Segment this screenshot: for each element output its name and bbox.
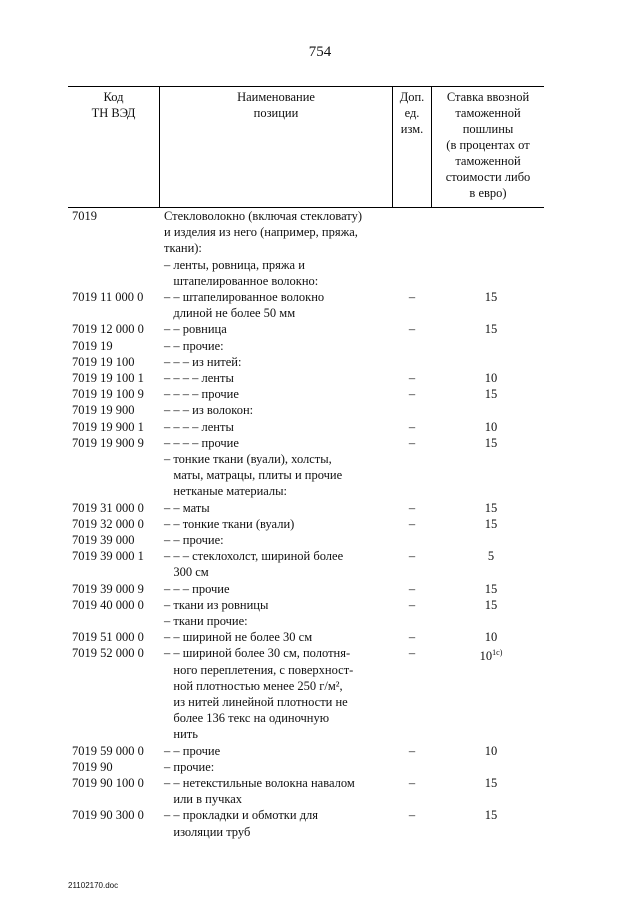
row-code: 7019 19 900 [72,403,135,418]
row-rate: 5 [487,549,495,564]
row-name: – – тонкие ткани (вуали) [164,516,295,531]
row-name: – – – из волокон: [164,403,254,418]
row-rate: 15 [484,776,498,790]
header-code: Код ТН ВЭД [91,90,136,120]
row-name: – – – прочие [164,581,230,596]
row-unit: – [408,776,416,790]
row-code: 7019 90 [72,759,113,774]
row-name: – ткани прочие: [164,614,248,628]
row-name: – – прочие [164,743,221,758]
row-name: – – нетекстильные волокна навалом или в пучках [164,776,355,807]
row-rate: 10 [484,371,498,385]
row-unit: – [408,743,416,758]
row-name: – – штапелированное волокно длиной не более 50 мм [164,290,325,321]
row-code: 7019 19 100 9 [72,387,144,402]
row-name: – прочие: [164,759,215,774]
row-name: – – – из нитей: [164,354,242,369]
row-rate: 10 [484,419,498,434]
row-code: 7019 52 000 0 [72,646,144,661]
row-name: – тонкие ткани (вуали), холсты, маты, матрацы, плиты и прочие нетканые материалы: [164,452,343,499]
row-code: 7019 19 100 1 [72,371,144,385]
row-name: Стекловолокно (включая стекловату) и изделия из него (например, пряжа, ткани): [164,209,363,256]
row-rate: 15 [484,500,498,515]
row-code: 7019 31 000 0 [72,500,144,515]
row-name: – – шириной более 30 см, полотня- ного переплетения, с поверхност- ной плотностью менее 250 г/м², из нитей линейной плотности не более 136 текс на одиночную нить [164,646,354,742]
row-code: 7019 19 900 1 [72,419,144,434]
row-name: – ткани из ровницы [164,597,269,612]
row-code: 7019 39 000 1 [72,549,144,564]
header-rate: Ставка ввозной таможенной пошлины (в процентах от таможенной стоимости либо в евро) [445,90,531,200]
row-name: – ленты, ровница, пряжа и штапелированное волокно: [164,257,319,288]
row-rate: 15 [484,435,498,450]
header-name: Наименование позиции [237,90,315,120]
row-unit: – [408,549,416,564]
row-unit: – [408,808,416,823]
row-rate: 10 [484,630,498,645]
row-code: 7019 19 100 [72,354,135,369]
row-rate: $10^{1с)}$ [479,648,503,664]
row-rate: 15 [484,808,498,823]
row-code: 7019 32 000 0 [72,516,144,531]
row-code: 7019 59 000 0 [72,743,144,758]
row-unit: – [408,516,416,531]
row-name: – – маты [164,500,210,515]
footer-filename: 21102170.doc [68,881,119,890]
row-code: 7019 39 000 [72,533,135,547]
row-name: – – – – ленты [164,371,234,385]
row-unit: – [408,581,416,596]
row-name: – – – – прочие [164,387,239,402]
row-rate: 15 [484,581,498,596]
row-rate: 15 [484,387,498,402]
row-unit: – [408,646,416,661]
row-name: – – – – прочие [164,435,239,450]
row-rate: 15 [484,516,498,531]
row-code: 7019 12 000 0 [72,322,144,337]
row-unit: – [408,290,416,304]
row-code: 7019 90 100 0 [72,776,144,790]
row-rate: 15 [484,290,498,304]
page-number: 754 [308,44,332,60]
row-rate: 15 [484,597,498,612]
row-code: 7019 51 000 0 [72,630,144,645]
row-unit: – [408,435,416,450]
row-name: – – прокладки и обмотки для изоляции труб [164,808,319,839]
row-name: – – ровница [164,322,227,337]
row-unit: – [408,500,416,515]
row-code: 7019 40 000 0 [72,597,144,612]
table-top-rule [68,86,544,87]
row-code: 7019 [72,209,97,223]
row-rate: 15 [484,322,498,337]
row-name: – – – – ленты [164,419,234,434]
row-unit: – [408,322,416,337]
row-name: – – – стеклохолст, шириной более 300 см [164,549,344,580]
row-code: 7019 19 [72,338,113,353]
row-unit: – [408,387,416,402]
rate-footnote: 1с) [492,648,503,658]
row-code: 7019 90 300 0 [72,808,144,823]
row-rate: 10 [484,743,498,758]
row-code: 7019 19 900 9 [72,435,144,450]
row-code: 7019 11 000 0 [72,290,144,304]
row-unit: – [408,597,416,612]
row-code: 7019 39 000 9 [72,581,144,596]
header-unit: Доп. ед. изм. [399,90,425,136]
row-unit: – [408,630,416,645]
row-unit: – [408,419,416,434]
row-unit: – [408,371,416,385]
row-name: – – прочие: [164,533,224,547]
row-name: – – шириной не более 30 см [164,630,313,645]
row-name: – – прочие: [164,338,224,353]
